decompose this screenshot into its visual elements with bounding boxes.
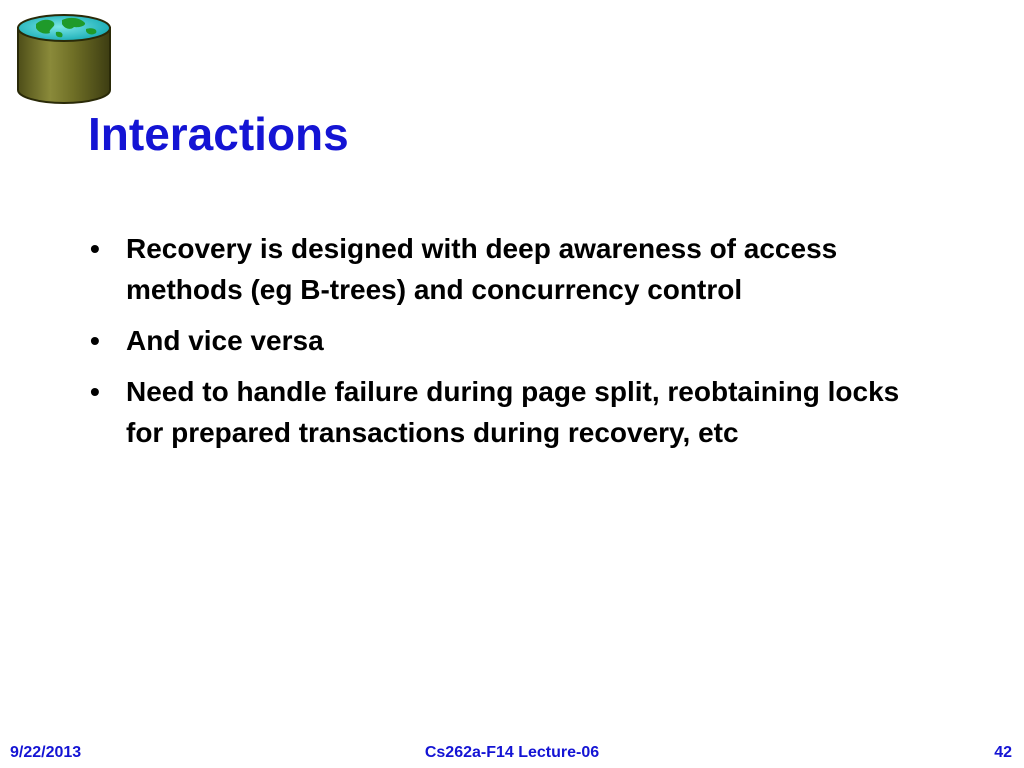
footer-page-number: 42 (994, 744, 1012, 761)
bullet-list (84, 228, 904, 463)
bullet-text: Need to handle failure during page split, reobtaining locks for prepared transactions during recovery, etc (126, 376, 900, 448)
slide-title: Interactions (88, 108, 349, 160)
bullet-item (84, 228, 904, 310)
bullet-item (84, 371, 904, 453)
bullet-text: And vice versa (126, 325, 324, 356)
footer-course-title: Cs262a-F14 Lecture-06 (424, 744, 600, 761)
bullet-dot: • (90, 233, 100, 264)
bullet-text: Recovery is designed with deep awareness of access methods (eg B-trees) and concurrency control (126, 233, 838, 305)
bullet-dot: • (90, 325, 100, 356)
bullet-dot: • (90, 376, 100, 407)
footer-date: 9/22/2013 (10, 744, 82, 761)
database-globe-icon (14, 12, 114, 106)
bullet-item (84, 320, 904, 361)
